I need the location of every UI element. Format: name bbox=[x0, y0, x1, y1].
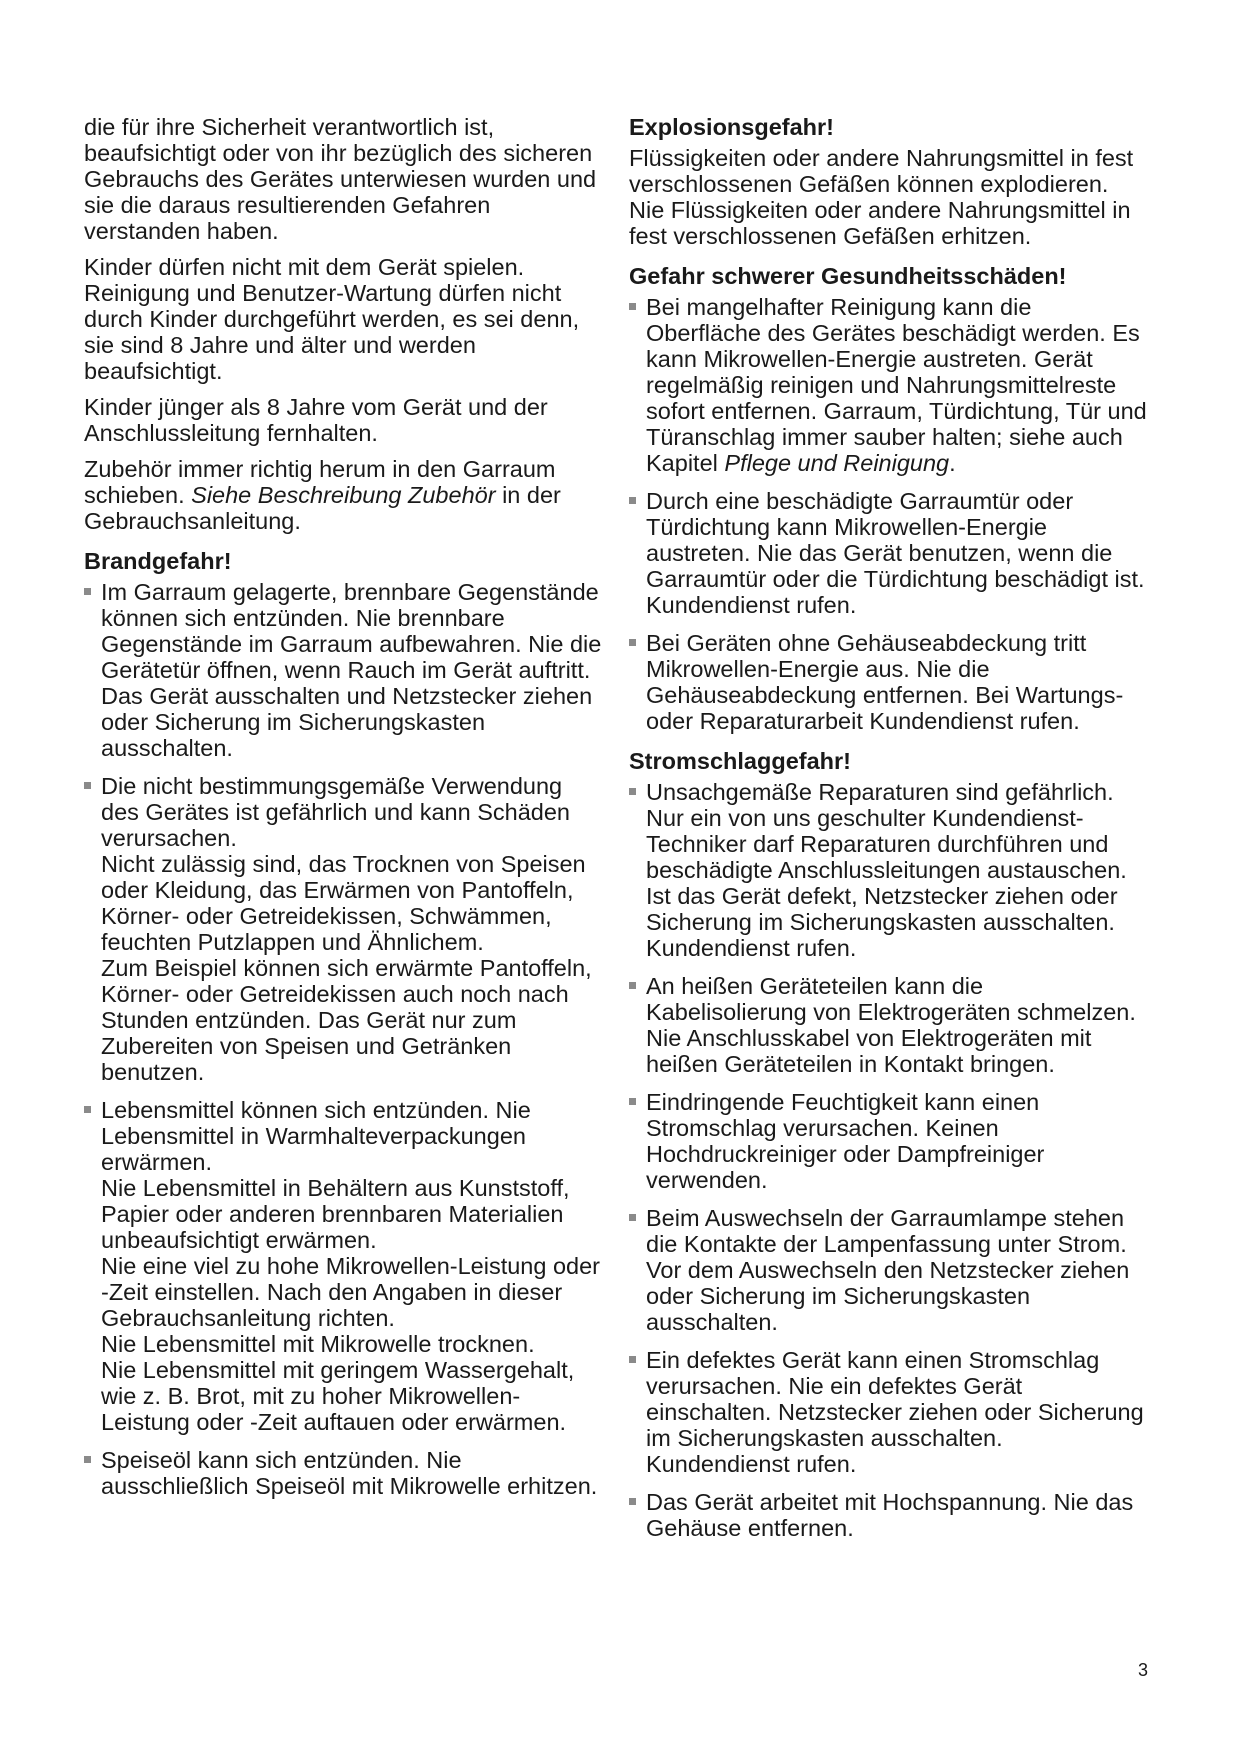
paragraph-accessory: Zubehör immer richtig herum in den Garraum schieben. Siehe Beschreibung Zubehör in der Gebrauchsanleitung. bbox=[84, 456, 561, 534]
paragraph-supervision: die für ihre Sicherheit verantwortlich ist, beaufsichtigt oder von ihr bezüglich des sicheren Gebrauchs des Gerätes unterwiesen wurden und sie die daraus resultierenden Gefahren verstanden haben. bbox=[84, 114, 597, 244]
heading-explosion-hazard: Explosionsgefahr! bbox=[629, 114, 835, 140]
reference-accessory: Siehe Beschreibung Zubehör bbox=[191, 482, 496, 508]
paragraph-children-age: Kinder jünger als 8 Jahre vom Gerät und der Anschlussleitung fernhalten. bbox=[84, 394, 548, 446]
list-item: Ein defektes Gerät kann einen Stromschlag verursachen. Nie ein defektes Gerät einschalten. Netzstecker ziehen oder Sicherung im Sicherungskasten ausschalten. Kundendienst rufen. bbox=[629, 1347, 1149, 1477]
list-item: Speiseöl kann sich entzünden. Nie ausschließlich Speiseöl mit Mikrowelle erhitzen. bbox=[84, 1447, 604, 1499]
paragraph-children-play: Kinder dürfen nicht mit dem Gerät spielen. Reinigung und Benutzer-Wartung dürfen nicht durch Kinder durchgeführt werden, es sei denn, sie sind 8 Jahre und älter und werden beaufsichtigt. bbox=[84, 254, 580, 384]
list-item: Im Garraum gelagerte, brennbare Gegenstände können sich entzünden. Nie brennbare Gegenstände im Garraum aufbewahren. Nie die Gerätetür öffnen, wenn Rauch im Gerät auftritt. Das Gerät ausschalten und Netzstecker ziehen oder Sicherung im Sicherungskasten ausschalten. bbox=[84, 579, 604, 761]
list-item: Durch eine beschädigte Garraumtür oder Türdichtung kann Mikrowellen-Energie austreten. Nie das Gerät benutzen, wenn die Garraumtür oder die Türdichtung beschädigt ist. Kundendienst rufen. bbox=[629, 488, 1149, 618]
heading-fire-hazard: Brandgefahr! bbox=[84, 548, 232, 574]
reference-care-cleaning: Pflege und Reinigung bbox=[724, 450, 950, 476]
list-item: Bei Geräten ohne Gehäuseabdeckung tritt Mikrowellen-Energie aus. Nie die Gehäuseabdeckung entfernen. Bei Wartungs- oder Reparaturarbeit Kundendienst rufen. bbox=[629, 630, 1149, 734]
health-hazard-list bbox=[629, 294, 1149, 734]
right-column bbox=[629, 114, 1149, 1553]
list-item: Unsachgemäße Reparaturen sind gefährlich. Nur ein von uns geschulter Kundendienst-Techniker darf Reparaturen durchführen und beschädigte Anschlussleitungen austauschen. Ist das Gerät defekt, Netzstecker ziehen oder Sicherung im Sicherungskasten ausschalten. Kundendienst rufen. bbox=[629, 779, 1149, 961]
list-item: Die nicht bestimmungsgemäße Verwendung des Gerätes ist gefährlich und kann Schäden verursachen. Nicht zulässig sind, das Trocknen von Speisen oder Kleidung, das Erwärmen von Pantoffeln, Körner- oder Getreidekissen, Schwämmen, feuchten Putzlappen und Ähnlichem. Zum Beispiel können sich erwärmte Pantoffeln, Körner- oder Getreidekissen auch noch nach Stunden entzünden. Das Gerät nur zum Zubereiten von Speisen und Getränken benutzen. bbox=[84, 773, 604, 1085]
heading-electric-shock-hazard: Stromschlaggefahr! bbox=[629, 748, 851, 774]
heading-health-hazard: Gefahr schwerer Gesundheitsschäden! bbox=[629, 263, 1067, 289]
fire-hazard-list bbox=[84, 579, 604, 1499]
list-item: Bei mangelhafter Reinigung kann die Oberfläche des Gerätes beschädigt werden. Es kann Mikrowellen-Energie austreten. Gerät regelmäßig reinigen und Nahrungsmittelreste sofort entfernen. Garraum, Türdichtung, Tür und Türanschlag immer sauber halten; siehe auch Kapitel Pflege und Reinigung. bbox=[629, 294, 1149, 476]
left-column bbox=[84, 114, 604, 1511]
paragraph-explosion: Flüssigkeiten oder andere Nahrungsmittel in fest verschlossenen Gefäßen können explodieren. Nie Flüssigkeiten oder andere Nahrungsmittel in fest verschlossenen Gefäßen erhitzen. bbox=[629, 145, 1134, 249]
list-item: Beim Auswechseln der Garraumlampe stehen die Kontakte der Lampenfassung unter Strom. Vor dem Auswechseln den Netzstecker ziehen oder Sicherung im Sicherungskasten ausschalten. bbox=[629, 1205, 1149, 1335]
list-item: Lebensmittel können sich entzünden. Nie Lebensmittel in Warmhalteverpackungen erwärmen. Nie Lebensmittel in Behältern aus Kunststoff, Papier oder anderen brennbaren Materialien unbeaufsichtigt erwärmen. Nie eine viel zu hohe Mikrowellen-Leistung oder -Zeit einstellen. Nach den Angaben in dieser Gebrauchsanleitung richten. Nie Lebensmittel mit Mikrowelle trocknen. Nie Lebensmittel mit geringem Wassergehalt, wie z. B. Brot, mit zu hoher Mikrowellen-Leistung oder -Zeit auftauen oder erwärmen. bbox=[84, 1097, 604, 1435]
list-item: Das Gerät arbeitet mit Hochspannung. Nie das Gehäuse entfernen. bbox=[629, 1489, 1149, 1541]
electric-shock-list bbox=[629, 779, 1149, 1541]
page-number: 3 bbox=[1137, 1660, 1148, 1680]
list-item: An heißen Geräteteilen kann die Kabelisolierung von Elektrogeräten schmelzen. Nie Anschlusskabel von Elektrogeräten mit heißen Geräteteilen in Kontakt bringen. bbox=[629, 973, 1149, 1077]
list-item: Eindringende Feuchtigkeit kann einen Stromschlag verursachen. Keinen Hochdruckreiniger oder Dampfreiniger verwenden. bbox=[629, 1089, 1149, 1193]
